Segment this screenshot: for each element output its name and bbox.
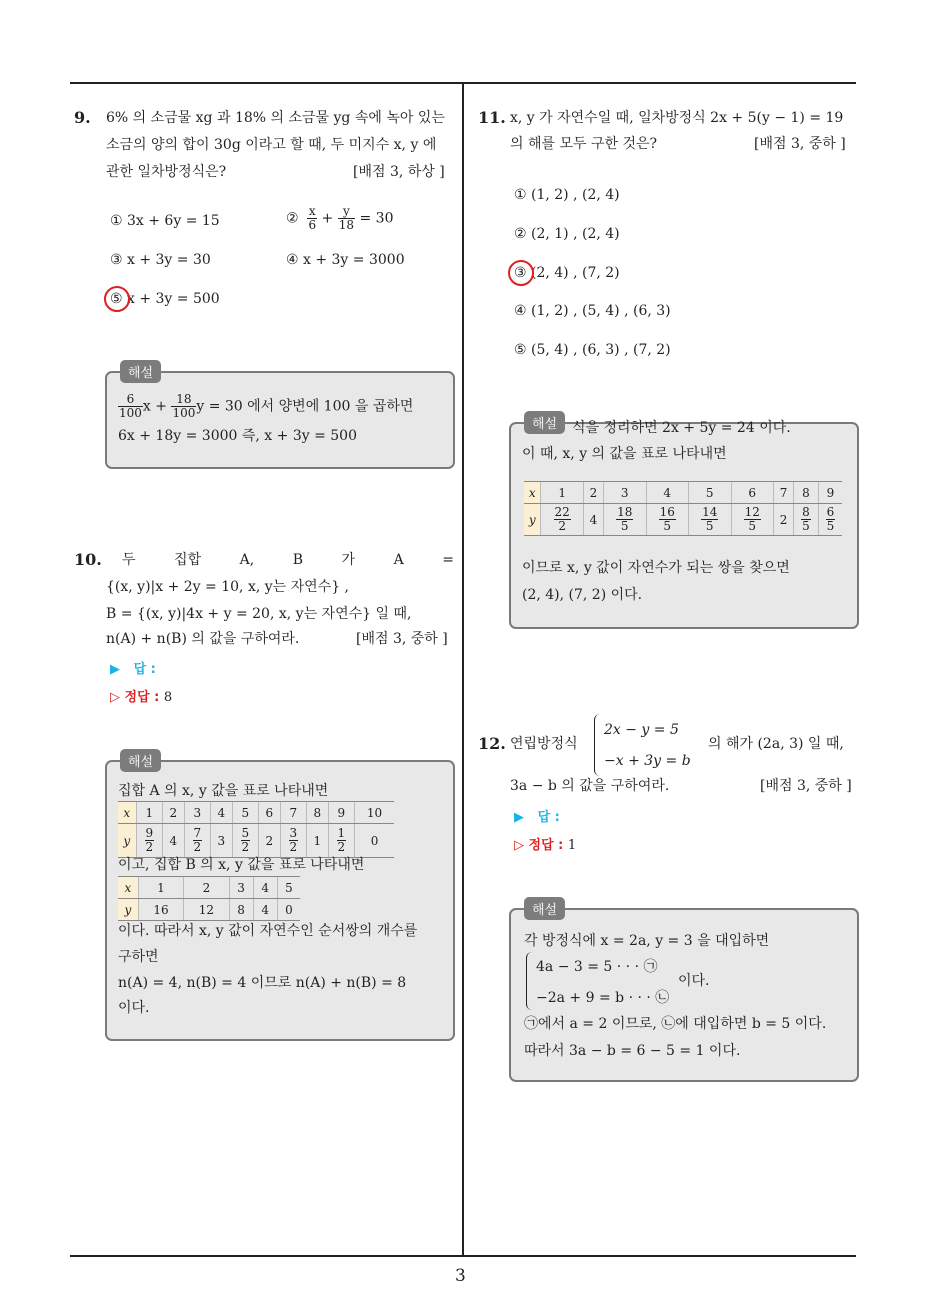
q9-option-3[interactable]: ③ x + 3y = 30 (110, 252, 211, 268)
q12-solution-tag: 해설 (524, 897, 565, 920)
q11-option-1[interactable]: ① (1, 2) , (2, 4) (514, 187, 620, 203)
q10-text-line: {(x, y)|x + 2y = 10, x, y는 자연수} , (106, 579, 350, 595)
q10-solution-line: 이다. (118, 1000, 150, 1016)
q9-option-1[interactable]: ① 3x + 6y = 15 (110, 213, 220, 229)
q12-equation-1: 2x − y = 5 (604, 722, 679, 738)
q9-solution-tag: 해설 (120, 360, 161, 383)
q11-solution-line: 식을 정리하면 2x + 5y = 24 이다. (572, 420, 791, 436)
q11-solution-line: (2, 4), (7, 2) 이다. (522, 587, 643, 603)
q11-solution-line: 이 때, x, y 의 값을 표로 나타내면 (522, 446, 727, 462)
q11-number: 11. (478, 108, 506, 127)
q11-solution-tag: 해설 (524, 411, 565, 434)
q11-option-5[interactable]: ⑤ (5, 4) , (6, 3) , (7, 2) (514, 342, 671, 358)
q9-text-line: 6% 의 소금물 xg 과 18% 의 소금물 yg 속에 녹아 있는 (106, 110, 445, 126)
q10-text-line: B = {(x, y)|4x + y = 20, x, y는 자연수} 일 때, (106, 606, 412, 622)
brace (594, 714, 601, 776)
q12-score: [배점 3, 중하 ] (760, 778, 852, 794)
triangle-outline-icon: ▷ (514, 838, 524, 853)
fraction: $\frac{18}{100}$ (172, 392, 196, 420)
fraction: $\frac{6}{100}$ (119, 392, 142, 420)
q10-score: [배점 3, 중하 ] (356, 631, 448, 647)
answer-mark-circle (104, 286, 130, 312)
q9-text-line: 관한 일차방정식은? (106, 164, 227, 180)
q9-solution-line: 6x + 18y = 3000 즉, x + 3y = 500 (118, 428, 357, 444)
q10-solution-line: 이고, 집합 B 의 x, y 값을 표로 나타내면 (118, 857, 365, 873)
q11-solution-line: 이므로 x, y 값이 자연수가 되는 쌍을 찾으면 (522, 560, 790, 576)
q12-suffix: 의 해가 (2a, 3) 일 때, (708, 736, 844, 752)
q12-answer-row[interactable]: ▶ 답 : (514, 810, 560, 825)
q12-equation-2: −x + 3y = b (604, 753, 691, 769)
q9-option-2-marker: ② (286, 210, 299, 227)
q12-correct-answer: ▷ 정답 : 1 (514, 838, 577, 853)
column-divider (462, 82, 464, 1255)
fraction: $\frac{y}{18}$ (338, 204, 355, 232)
play-icon: ▶ (514, 810, 524, 825)
q10-solution-line: 이다. 따라서 x, y 값이 자연수인 순서쌍의 개수를 (118, 923, 418, 939)
q10-correct-answer: ▷ 정답 : 8 (110, 690, 173, 705)
fraction: $\frac{x}{6}$ (308, 204, 317, 232)
q10-text-line: 두 집합 A, B 가 A = (122, 552, 454, 568)
q10-solution-line: 구하면 (118, 949, 159, 965)
q12-solution-line: 따라서 3a − b = 6 − 5 = 1 이다. (524, 1043, 741, 1059)
q9-solution-box (105, 371, 455, 469)
page-number: 3 (455, 1266, 466, 1286)
q10-text-line: n(A) + n(B) 의 값을 구하여라. (106, 631, 300, 647)
q10-solution-tag: 해설 (120, 749, 161, 772)
q9-text-line: 소금의 양의 합이 30g 이라고 할 때, 두 미지수 x, y 에 (106, 137, 437, 153)
q11-table: x 1 2 3 4 5 6 7 8 9 y $\frac{22}{2}$ 4 $\frac{18}{5}$ $\frac{16}{5}$ $\frac{14}{5}$ $\frac{12}{5}$ 2 $\frac{8}{5}$ $\frac{6}{5}$ (524, 481, 842, 536)
q10-solution-line: n(A) = 4, n(B) = 4 이므로 n(A) + n(B) = 8 (118, 975, 407, 991)
brace (526, 952, 533, 1010)
q11-score: [배점 3, 중하 ] (754, 136, 846, 152)
q10-table-b: x 1 2 3 4 5 y 16 12 8 4 0 (118, 876, 300, 921)
q11-text-line: 의 해를 모두 구한 것은? (510, 136, 658, 152)
q9-option-5[interactable]: ⑤ x + 3y = 500 (110, 291, 220, 307)
q12-number: 12. (478, 734, 506, 753)
q12-solution-line: 각 방정식에 x = 2a, y = 3 을 대입하면 (524, 933, 770, 949)
q10-solution-line: 집합 A 의 x, y 값을 표로 나타내면 (118, 783, 329, 799)
q10-table-a: x 1 2 3 4 5 6 7 8 9 10 y $\frac{9}{2}$ 4 $\frac{7}{2}$ 3 $\frac{5}{2}$ 2 $\frac{3}{2}$ 1 $\frac{1}{2}$ 0 (118, 801, 394, 858)
q10-number: 10. (74, 550, 102, 569)
q12-system-tail: 이다. (678, 973, 710, 989)
q10-answer-row[interactable]: ▶ 답 : (110, 662, 156, 677)
q9-option-4[interactable]: ④ x + 3y = 3000 (286, 252, 405, 268)
q11-option-3[interactable]: ③ (2, 4) , (7, 2) (514, 265, 620, 281)
triangle-outline-icon: ▷ (110, 690, 120, 705)
bottom-rule (70, 1255, 856, 1257)
q9-option-2[interactable]: ② $\frac{x}{6}$ + $\frac{y}{18}$ = 30 (286, 204, 394, 232)
q12-system-eq-2: −2a + 9 = b · · · ㉡ (536, 990, 670, 1006)
q9-number: 9. (74, 108, 91, 127)
q9-solution-line: $\frac{6}{100}$ x + $\frac{18}{100}$ y = 30 에서 양변에 100 을 곱하면 (119, 392, 414, 420)
q12-prefix: 연립방정식 (510, 736, 578, 752)
answer-mark-circle (508, 260, 534, 286)
q9-score: [배점 3, 하상 ] (353, 164, 445, 180)
q12-solution-line: ㉠에서 a = 2 이므로, ㉡에 대입하면 b = 5 이다. (524, 1016, 827, 1032)
q12-text-line: 3a − b 의 값을 구하여라. (510, 778, 670, 794)
play-icon: ▶ (110, 662, 120, 677)
q11-option-4[interactable]: ④ (1, 2) , (5, 4) , (6, 3) (514, 303, 671, 319)
q11-text-line: x, y 가 자연수일 때, 일차방정식 2x + 5(y − 1) = 19 (510, 110, 844, 126)
q11-option-2[interactable]: ② (2, 1) , (2, 4) (514, 226, 620, 242)
q12-system-eq-1: 4a − 3 = 5 · · · ㉠ (536, 959, 658, 975)
